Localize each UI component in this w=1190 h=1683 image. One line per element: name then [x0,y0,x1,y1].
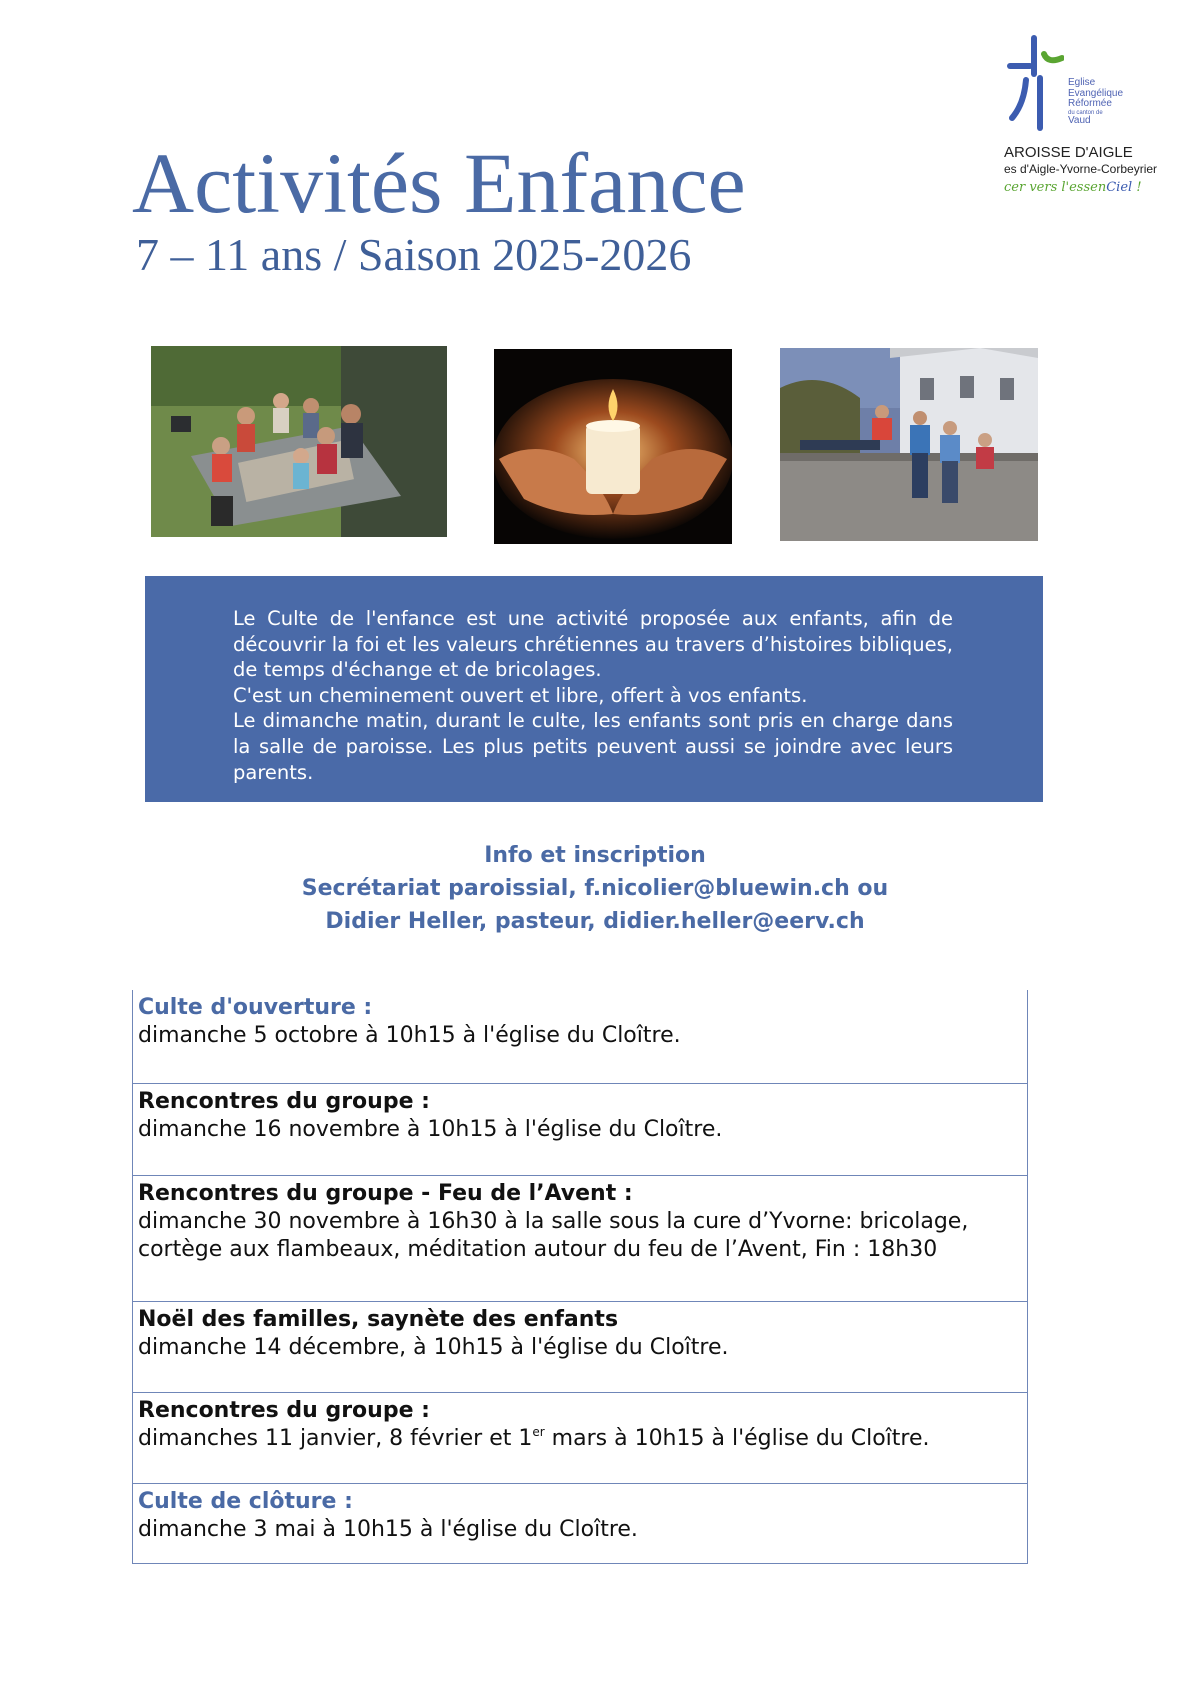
intro-paragraph: C'est un cheminement ouvert et libre, offert à vos enfants. [233,683,808,707]
info-heading: Info et inscription [484,843,706,868]
children-on-wall-photo [780,348,1038,541]
event-title: Noël des familles, saynète des enfants [138,1307,619,1332]
intro-text [233,606,953,785]
schedule-table [132,990,1028,1564]
cross-logo-icon [1004,34,1064,134]
intro-paragraph: Le Culte de l'enfance est une activité proposée aux enfants, afin de découvrir la foi et les valeurs chrétiennes au travers d’histoires bibliques, de temps d'échange et de bricolages. [233,607,953,682]
logo-org-name: Eglise Evangélique Réformée du canton de Vaud [1068,77,1124,126]
pastor-contact[interactable]: Didier Heller, pasteur, didier.heller@eerv.ch [325,909,865,934]
schedule-row [133,1301,1027,1393]
event-details: dimanche 14 décembre, à 10h15 à l'église du Cloître. [138,1335,729,1360]
schedule-row [133,1483,1027,1564]
event-title: Culte d'ouverture : [138,995,373,1020]
event-details: dimanche 16 novembre à 10h15 à l'église du Cloître. [138,1117,723,1142]
logo-parish-name: AROISSE D'AIGLE [1004,144,1133,161]
page-title: Activités Enfance [132,135,746,231]
schedule-row [133,990,1027,1083]
picnic-photo [151,346,447,537]
logo-slogan: cer vers l'essenCiel ! [1004,180,1142,195]
schedule-row [133,1083,1027,1176]
event-details: dimanche 30 novembre à 16h30 à la salle sous la cure d’Yvorne: bricolage, [138,1209,969,1234]
event-title: Rencontres du groupe : [138,1089,430,1114]
event-title: Culte de clôture : [138,1489,353,1514]
candle-in-hands-photo [494,349,732,544]
event-details: dimanches 11 janvier, 8 février et 1er mars à 10h15 à l'église du Cloître. [138,1425,930,1451]
page-subtitle: 7 – 11 ans / Saison 2025-2026 [136,229,692,280]
schedule-row [133,1175,1027,1302]
schedule-row [133,1392,1027,1484]
intro-box [145,576,1043,802]
church-logo [1004,34,1184,204]
secretariat-contact[interactable]: Secrétariat paroissial, f.nicolier@bluewin.ch ou [301,876,889,901]
event-title: Rencontres du groupe - Feu de l’Avent : [138,1181,633,1206]
intro-paragraph: Le dimanche matin, durant le culte, les enfants sont pris en charge dans la salle de paroisse. Les plus petits peuvent aussi se joindre avec leurs parents. [233,709,953,784]
event-details: cortège aux flambeaux, méditation autour du feu de l’Avent, Fin : 18h30 [138,1237,938,1262]
event-details: dimanche 3 mai à 10h15 à l'église du Cloître. [138,1517,638,1542]
logo-towns: es d'Aigle-Yvorne-Corbeyrier [1004,162,1158,176]
event-details: dimanche 5 octobre à 10h15 à l'église du Cloître. [138,1023,681,1048]
event-title: Rencontres du groupe : [138,1398,430,1423]
